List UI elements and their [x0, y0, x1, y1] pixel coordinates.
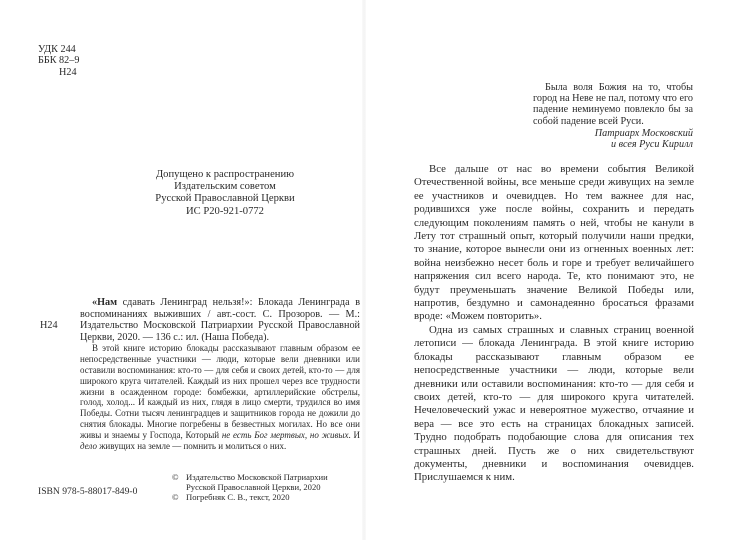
- bibliographic-text: сдавать Ленинград нельзя!»: Блокада Ленинграда в воспоминаниях выживших / авт.-сост. С. Прозоров. — М.: Издательство Московской Патриархии Русской Православной Церкви, 2020. — 136 с.: ил. (Наша Победа).: [80, 297, 360, 343]
- copyright-symbol: [172, 482, 186, 492]
- bbk-code: ББК 82–9: [38, 55, 80, 67]
- publishing-council-approval: [100, 169, 350, 218]
- annotation-text: . И: [348, 429, 360, 440]
- catalog-record: [40, 297, 370, 451]
- paragraph: Одна из самых страшных и славных страниц военной летописи — блокада Ленинграда. В этой книге историю блокады рассказывают главным образом ее непосредственные участники — люди, которые вели дневники или оставили воспоминания: кто-то — для себя и своих детей, кто-то — для широкого круга читателей. Нечеловеческий ужас и невероятное мужество, отчаяние и вера — все это есть на страницах блокадных записей. Трудно подобрать подобающие слова для описания тех страшных дней. Пусть же о них свидетельствуют документы, дневники и воспоминания очевидцев. Прислушаемся к ним.: [414, 323, 694, 484]
- copyright-holder: Издательство Московской Патриархии: [186, 472, 328, 482]
- title-lead-word: «Нам: [92, 297, 118, 308]
- isbn: ISBN 978-5-88017-849-0: [38, 486, 138, 497]
- attribution-line: Патриарх Московский: [594, 127, 693, 139]
- copyright-block: [172, 472, 328, 503]
- epigraph-attribution: [533, 128, 693, 150]
- annotation-text: живущих на земле — помнить и молиться о них.: [96, 440, 287, 451]
- udk-code: УДК 244: [38, 44, 76, 55]
- copyright-holder: Русской Православной Церкви, 2020: [186, 482, 321, 493]
- author-mark: Н24: [59, 66, 77, 78]
- annotation-emphasis: дело: [80, 440, 97, 451]
- copyright-line: [172, 492, 328, 502]
- copyright-symbol: ©: [172, 472, 179, 482]
- copyright-line: [172, 482, 328, 492]
- copyright-holder: Погребняк С. В., текст, 2020: [186, 492, 290, 503]
- catalog-author-mark: Н24: [40, 320, 58, 331]
- annotation-quote: не есть Бог мертвых, но живых: [221, 429, 349, 440]
- epigraph-quote: Была воля Божия на то, чтобы город на Неве не пал, потому что его падение неминуемо повлекло бы за собой падение всей Руси.: [533, 82, 693, 127]
- catalog-body: [80, 297, 360, 451]
- approval-number: ИС Р20-921-0772: [186, 205, 264, 217]
- classification-codes: [38, 44, 79, 78]
- copyright-line: [172, 472, 328, 482]
- attribution-line: и всея Руси Кирилл: [611, 139, 693, 151]
- epigraph: [533, 82, 693, 150]
- annotation-text: В этой книге историю блокады рассказывают главным образом ее непосредственные участники — люди, которые вели дневники или оставили воспоминания: кто-то — для себя и своих детей, кто-то — для широкого круга читателей. Каждый из них прошел через все трудности жизни в осажденном городе: бомбежки, артиллерийские обстрелы, голод, холод... И каждый из них, глядя в лицо смерти, трудился во имя Победы. Сотни тысяч ленинградцев и защитников города не дожили до снятия блокады. Многие погребены в безвестных могилах. Но все они живы и знаемы у Господа, Который: [80, 343, 360, 440]
- left-page-imprint: [0, 0, 364, 540]
- annotation: [80, 343, 360, 451]
- bibliographic-description: [80, 297, 360, 343]
- approval-line: Русской Православной Церкви: [155, 193, 295, 205]
- approval-line: Допущено к распространению: [155, 169, 295, 180]
- foreword-text: [414, 163, 694, 485]
- copyright-symbol: ©: [172, 492, 179, 503]
- paragraph: Все дальше от нас во времени события Великой Отечественной войны, все меньше среди живущих на земле ее участников и очевидцев. Но тем важнее для нас, родившихся уже после войны, сохранить и передать следующим поколениям память о ней, чтобы не канули в Лету тот страшный опыт, который получили наши предки, то знание, которое вынесли они из огненных военных лет: война неизбежно несет боль и горе и требует величайшего напряжения сил всего народа. Те, кто понимают это, не будут преуменьшать значение Великой Победы или, напротив, бездумно и самонадеянно бросаться фразами вроде: «Можем повторить».: [414, 163, 694, 323]
- approval-line: Издательским советом: [174, 181, 276, 193]
